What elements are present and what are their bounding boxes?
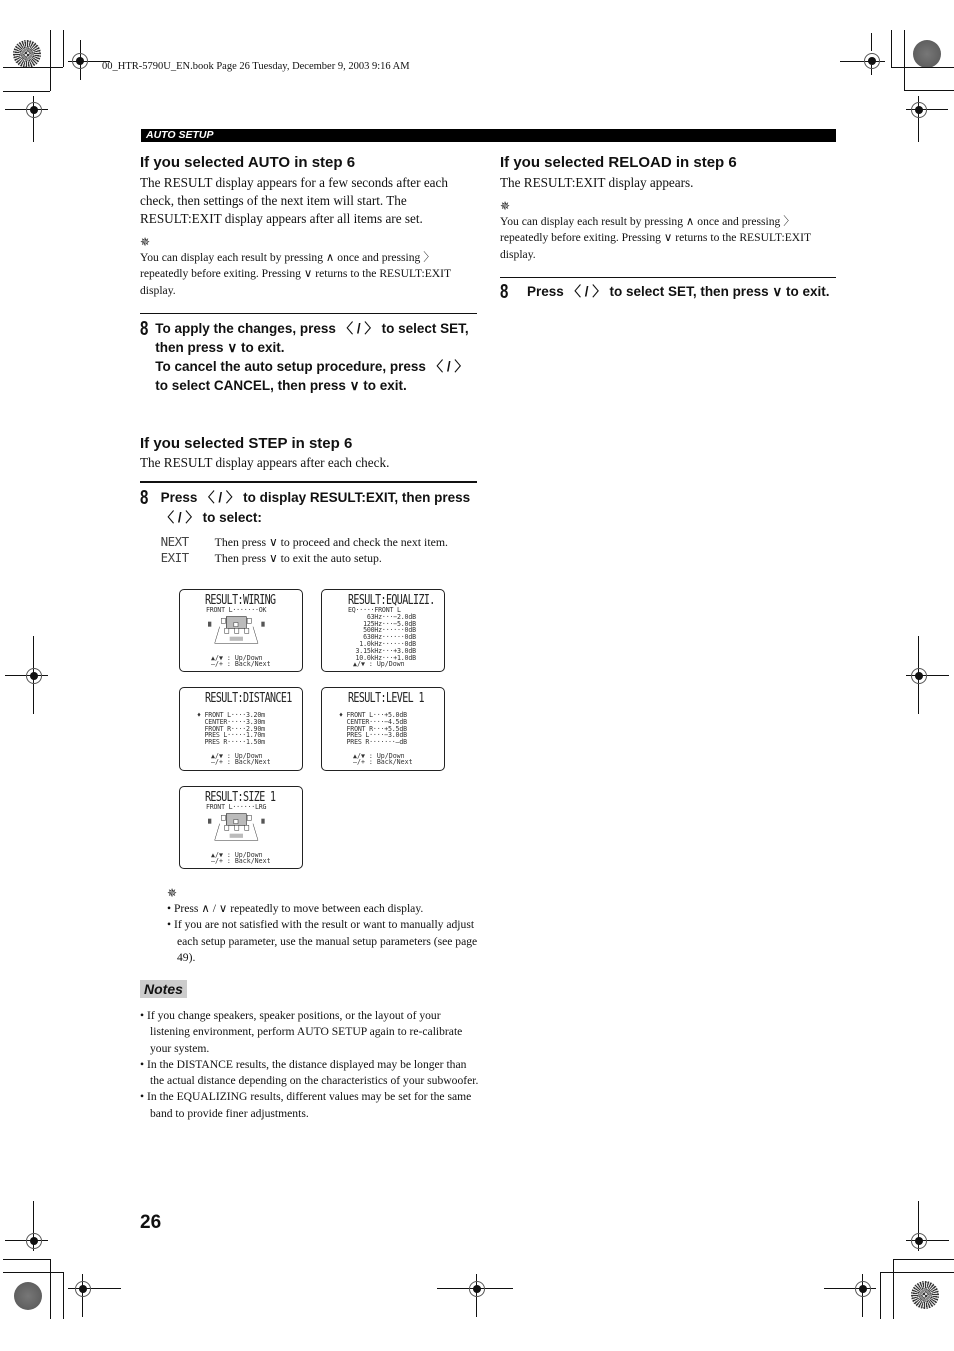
color-target-icon <box>911 1281 939 1309</box>
lcd-footer: –/+ : Back/Next <box>211 660 271 668</box>
registration-mark-icon <box>911 102 927 118</box>
note-item: • In the EQUALIZING results, different values may be set for the same band to provide finer adjustments. <box>140 1090 472 1120</box>
notes-section <box>140 980 480 1122</box>
lcd-title: RESULT:SIZE 1 <box>205 790 276 805</box>
lcd-lines <box>197 712 265 746</box>
lcd-footer: ▲/▼ : Up/Down <box>211 654 263 662</box>
lcd-line: 10.0kHz···+1.0dB <box>348 653 416 662</box>
registration-mark-icon <box>75 1281 91 1297</box>
lcd-line: EQ·····FRONT L <box>348 606 401 614</box>
step-8-cancel-text: To cancel the auto setup procedure, press 〈 / 〉 to select CANCEL, then press ∨ to exit. <box>155 359 468 394</box>
section-header-label: AUTO SETUP <box>146 129 214 141</box>
note-text: In the EQUALIZING results, different values may be set for the same band to provide finer adjustments. <box>146 1090 472 1120</box>
tip-text: If you are not satisfied with the result or want to manually adjust each setup parameter, use the manual setup parameters (see page 49). <box>173 918 478 964</box>
lcd-result-level <box>321 687 445 771</box>
tip-text: Press ∧ / ∨ repeatedly to move between each display. <box>173 902 424 915</box>
lcd-line: CENTER····−4.5dB <box>339 717 407 726</box>
display-tips <box>167 885 479 966</box>
step-number: 8 <box>140 486 149 509</box>
reload-body: The RESULT:EXIT display appears. <box>500 175 694 190</box>
lightbulb-icon: ✵ <box>140 235 150 249</box>
notes-label: Notes <box>140 980 187 998</box>
option-desc: Then press ∨ to exit the auto setup. <box>214 550 382 565</box>
lcd-line: PRES L·····1.70m <box>197 731 265 740</box>
lcd-line: 1.0kHz······0dB <box>348 639 416 648</box>
lcd-result-wiring <box>179 589 303 672</box>
registration-mark-icon <box>72 53 88 69</box>
right-column <box>500 154 836 302</box>
step-8-reload <box>500 282 836 302</box>
lcd-line: 500Hz······0dB <box>348 626 416 635</box>
auto-body: The RESULT display appears for a few seconds after each check, then settings of the next item will start. The RESULT:EXIT display appears after all items are set. <box>140 175 448 226</box>
lcd-result-distance <box>179 687 303 771</box>
lcd-lines <box>339 712 407 746</box>
lcd-line: FRONT L·······OK <box>206 606 267 614</box>
step-8-step <box>140 488 477 566</box>
lcd-title: RESULT:EQUALIZI. <box>348 593 435 608</box>
lcd-line: ♦ FRONT L···+5.0dB <box>339 711 407 719</box>
step-number: 8 <box>500 281 509 304</box>
lcd-line: 63Hz···−2.0dB <box>348 612 416 621</box>
heading-reload: If you selected RELOAD in step 6 <box>500 154 737 171</box>
auto-tip: You can display each result by pressing ∧ once and pressing 〉 repeatedly before exiting. Pressing ∨ returns to the RESULT:EXIT display. <box>140 251 451 297</box>
lcd-line: FRONT R····2.90m <box>197 724 265 733</box>
left-column <box>140 154 477 566</box>
lcd-footer: –/+ : Back/Next <box>353 758 413 766</box>
lcd-footer: ▲/▼ : Up/Down <box>353 752 405 760</box>
option-desc: Then press ∨ to proceed and check the next item. <box>214 534 448 549</box>
note-item: • If you change speakers, speaker positions, or the layout of your listening environment, perform AUTO SETUP again to re-calibrate your system. <box>140 1009 463 1055</box>
reload-tip: You can display each result by pressing ∧ once and pressing 〉 repeatedly before exiting. Pressing ∨ returns to the RESULT:EXIT display. <box>500 215 811 261</box>
registration-mark-icon <box>911 668 927 684</box>
lcd-footer: –/+ : Back/Next <box>211 758 271 766</box>
lcd-lines <box>348 607 416 668</box>
lcd-line: 125Hz···−5.0dB <box>348 619 416 628</box>
book-slug: 00_HTR-5790U_EN.book Page 26 Tuesday, December 9, 2003 9:16 AM <box>102 61 410 72</box>
lcd-line: 3.15kHz···+3.0dB <box>348 646 416 655</box>
color-target-icon <box>14 1282 42 1310</box>
lcd-footer: ▲/▼ : Up/Down <box>353 660 405 669</box>
color-target-icon <box>13 40 41 68</box>
lcd-line: CENTER·····3.30m <box>197 717 265 726</box>
registration-mark-icon <box>26 668 42 684</box>
lightbulb-icon: ✵ <box>500 199 510 213</box>
lcd-result-equalizing <box>321 589 445 672</box>
lcd-title: RESULT:DISTANCE1 <box>205 691 292 706</box>
option-key: EXIT <box>160 549 189 565</box>
option-key: NEXT <box>160 533 189 549</box>
heading-step: If you selected STEP in step 6 <box>140 435 353 453</box>
divider <box>140 313 477 315</box>
lcd-line: FRONT L······LRG <box>206 803 267 811</box>
lcd-line: ♦ FRONT L····3.20m <box>197 711 265 719</box>
registration-mark-icon <box>864 53 880 69</box>
tip-item: • If you are not satisfied with the result or want to manually adjust each setup parameter, use the manual setup parameters (see page 49). <box>167 918 478 964</box>
heading-auto: If you selected AUTO in step 6 <box>140 154 356 171</box>
lcd-footer: ▲/▼ : Up/Down <box>211 752 263 760</box>
section-header <box>141 129 836 142</box>
step-8-auto <box>140 319 477 395</box>
lcd-line: FRONT R···+5.5dB <box>339 724 407 733</box>
lcd-title: RESULT:WIRING <box>205 593 276 608</box>
lcd-line: PRES L····−3.0dB <box>339 731 407 740</box>
registration-mark-icon <box>855 1281 871 1297</box>
note-text: In the DISTANCE results, the distance displayed may be longer than the actual distance depending on the characteristics of your subwoofer. <box>146 1057 479 1088</box>
option-exit <box>161 550 477 566</box>
option-next <box>161 534 477 550</box>
divider <box>140 481 477 483</box>
divider <box>500 277 836 279</box>
registration-mark-icon <box>469 1281 485 1297</box>
registration-mark-icon <box>911 1233 927 1249</box>
page-number: 26 <box>140 1212 162 1233</box>
lcd-line: PRES R·····1.50m <box>197 738 265 747</box>
lightbulb-icon: ✵ <box>167 886 177 900</box>
step-8-select-text: Press 〈 / 〉 to display RESULT:EXIT, then press 〈 / 〉 to select: <box>160 489 471 525</box>
option-list <box>161 534 477 566</box>
lcd-result-size <box>179 786 303 869</box>
step-number: 8 <box>140 318 149 341</box>
step-8-apply-text: To apply the changes, press 〈 / 〉 to select SET, then press ∨ to exit. <box>155 321 469 356</box>
step-8-set-text: Press 〈 / 〉 to select SET, then press ∨ to exit. <box>527 284 830 300</box>
registration-mark-icon <box>26 1233 42 1249</box>
lcd-line: 630Hz······0dB <box>348 633 416 642</box>
step-body: The RESULT display appears after each check. <box>140 455 390 471</box>
note-item: • In the DISTANCE results, the distance displayed may be longer than the actual distance depending on the characteristics of your subwoofer. <box>140 1057 479 1088</box>
lcd-title: RESULT:LEVEL 1 <box>348 691 424 706</box>
registration-mark-icon <box>26 102 42 118</box>
lcd-footer: ▲/▼ : Up/Down <box>211 851 263 859</box>
lcd-footer: –/+ : Back/Next <box>211 857 271 865</box>
color-target-icon <box>913 40 941 68</box>
tip-item: • Press ∧ / ∨ repeatedly to move between each display. <box>167 902 424 915</box>
note-text: If you change speakers, speaker positions, or the layout of your listening environment, perform AUTO SETUP again to re-calibrate your system. <box>146 1009 463 1055</box>
speaker-layout-icon <box>208 614 278 646</box>
lcd-line: PRES R·······–dB <box>339 738 407 747</box>
speaker-layout-icon <box>208 811 278 843</box>
